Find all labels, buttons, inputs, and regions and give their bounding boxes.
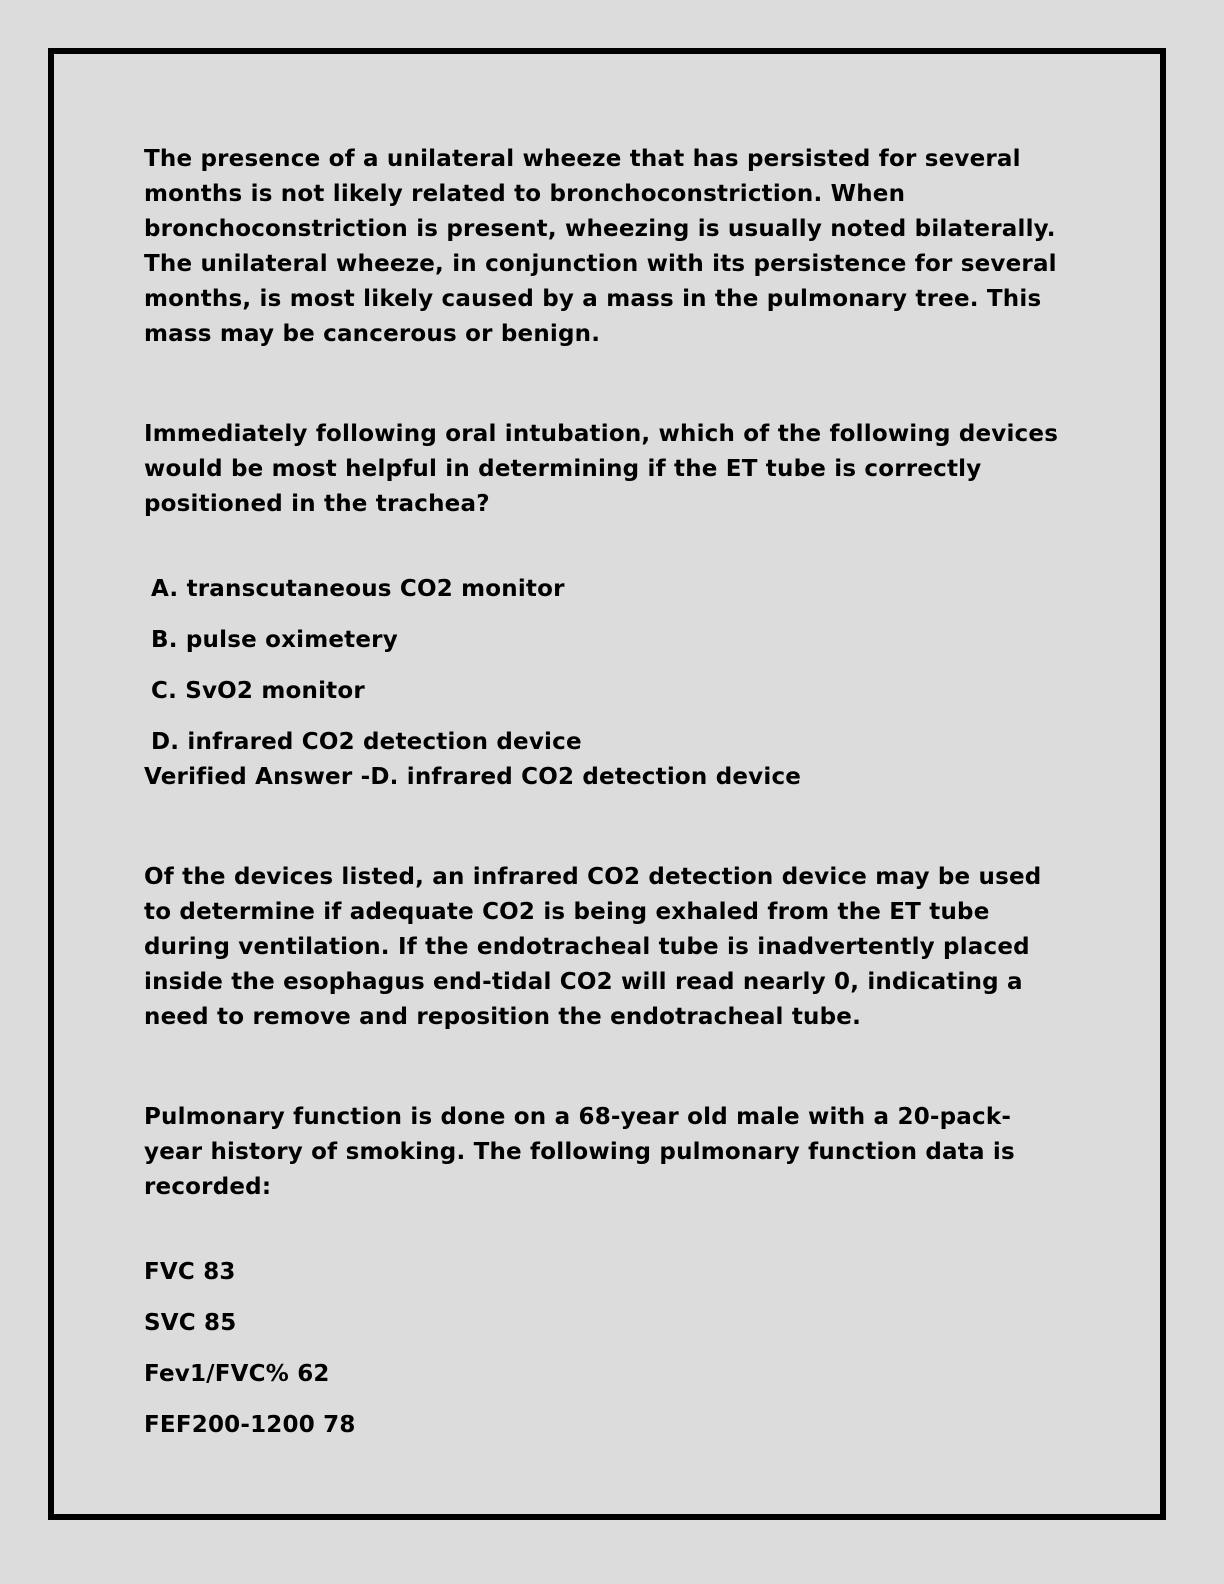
pft-svc: SVC 85 xyxy=(144,1310,237,1336)
verified-answer: Verified Answer -D. infrared CO2 detection device xyxy=(144,764,802,790)
document-body xyxy=(144,142,1064,1459)
question-intubation: Immediately following oral intubation, which of the following devices would be most helpful in determining if the ET tube is correctly positioned in the trachea? xyxy=(144,421,1059,517)
pft-fvc: FVC 83 xyxy=(144,1259,236,1285)
paragraph-unilateral-wheeze: The presence of a unilateral wheeze that has persisted for several months is not likely related to bronchoconstriction. When bronchoconstriction is present, wheezing is usually noted bilaterally. The unilateral wheeze, in conjunction with its persistence for several months, is most likely caused by a mass in the pulmonary tree. This mass may be cancerous or benign. xyxy=(144,146,1057,347)
option-a: A. transcutaneous CO2 monitor xyxy=(151,576,565,602)
option-c: C. SvO2 monitor xyxy=(151,678,365,704)
spacer xyxy=(144,522,1064,572)
answer-options xyxy=(144,572,1064,760)
pft-fef: FEF200-1200 78 xyxy=(144,1412,356,1438)
spacer xyxy=(144,1035,1064,1100)
pft-data-list xyxy=(144,1255,1064,1459)
paragraph-explanation: Of the devices listed, an infrared CO2 detection device may be used to determine if adequate CO2 is being exhaled from the ET tube during ventilation. If the endotracheal tube is inadvertently placed inside the esophagus end-tidal CO2 will read nearly 0, indicating a need to remove and reposition the endotracheal tube. xyxy=(144,864,1042,1030)
pft-fev1-fvc: Fev1/FVC% 62 xyxy=(144,1361,330,1387)
paragraph-pulmonary-function: Pulmonary function is done on a 68-year old male with a 20-pack-year history of smoking. The following pulmonary function data is recorded: xyxy=(144,1104,1015,1200)
spacer xyxy=(144,352,1064,417)
option-b: B. pulse oximetery xyxy=(151,627,398,653)
spacer xyxy=(144,1205,1064,1255)
spacer xyxy=(144,795,1064,860)
option-d: D. infrared CO2 detection device xyxy=(151,729,582,755)
